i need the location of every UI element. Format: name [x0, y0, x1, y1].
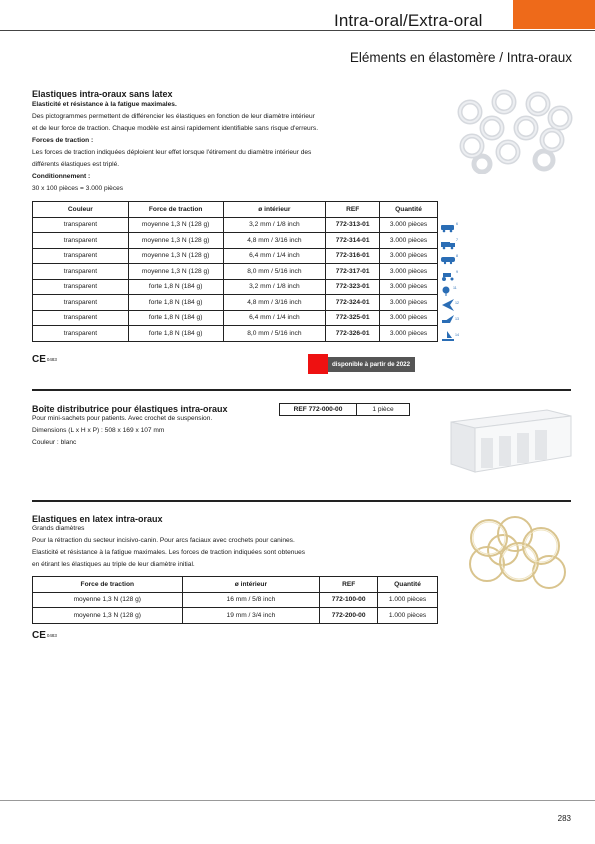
- table-cell: transparent: [33, 217, 129, 233]
- section1-line4: Forces de traction :: [32, 137, 94, 144]
- table-cell: 1.000 pièces: [378, 608, 438, 624]
- pictogram-number: 9: [456, 270, 458, 274]
- ce-mark: [32, 630, 57, 641]
- train-pictogram-icon: [441, 257, 455, 264]
- pictogram-number: 14: [455, 333, 459, 337]
- table-row: [33, 326, 438, 342]
- column-header: ø intérieur: [223, 202, 326, 218]
- section3-line3: Elasticité et résistance à la fatigue maximales. Les forces de traction indiquées sont obtenues: [32, 549, 306, 556]
- pictogram-number: 13: [455, 317, 459, 321]
- table-row: [33, 248, 438, 264]
- table-row: [33, 592, 438, 608]
- table-row: [33, 264, 438, 280]
- table-cell: 8,0 mm / 5/16 inch: [223, 326, 326, 342]
- rocket-pictogram-icon: [442, 315, 454, 323]
- table-row: [33, 233, 438, 249]
- table-cell: 19 mm / 3/4 inch: [182, 608, 320, 624]
- section2-line2: Dimensions (L x H x P) : 508 x 169 x 107 mm: [32, 427, 165, 434]
- table-cell: forte 1,8 N (184 g): [128, 279, 223, 295]
- section1-line8: 30 x 100 pièces = 3.000 pièces: [32, 185, 124, 192]
- plane-pictogram-icon: [442, 299, 454, 311]
- table-cell: transparent: [33, 279, 129, 295]
- table-cell: 4,8 mm / 3/16 inch: [223, 295, 326, 311]
- table-cell: 1.000 pièces: [378, 592, 438, 608]
- truck-pictogram-icon: [441, 242, 455, 249]
- orange-tab: [513, 0, 595, 29]
- column-header: Quantité: [378, 577, 438, 593]
- table-cell: moyenne 1,3 N (128 g): [128, 217, 223, 233]
- table-header-row: [33, 577, 438, 593]
- column-header: ø intérieur: [182, 577, 320, 593]
- table-cell: 3.000 pièces: [380, 279, 438, 295]
- table-cell: moyenne 1,3 N (128 g): [33, 608, 183, 624]
- ref-cell: REF 772-000-00: [280, 404, 357, 416]
- section1-line3: et de leur force de traction. Chaque modèle est ainsi rapidement identifiable sans risque d'erreurs.: [32, 125, 319, 132]
- table-cell: 16 mm / 5/8 inch: [182, 592, 320, 608]
- table-row: [33, 310, 438, 326]
- table-row: [33, 608, 438, 624]
- balloon-pictogram-icon: [443, 287, 450, 297]
- column-header: REF: [320, 577, 378, 593]
- section3-line2: Pour la rétraction du secteur incisivo-canin. Pour arcs faciaux avec crochets pour canines.: [32, 537, 295, 544]
- qty-cell: 1 pièce: [357, 404, 410, 416]
- section2-line3: Couleur : blanc: [32, 439, 77, 446]
- ce-mark-label: CE: [32, 354, 46, 365]
- pictogram-number: 8: [456, 254, 458, 258]
- section3-table: [32, 576, 438, 624]
- table-cell: 3.000 pièces: [380, 264, 438, 280]
- table-row: [33, 217, 438, 233]
- section1-description: [32, 99, 422, 195]
- availability-badge-marker: [308, 354, 328, 374]
- column-header: Couleur: [33, 202, 129, 218]
- section3-title: Elastiques en latex intra-oraux: [32, 514, 163, 524]
- table-cell: 772-314-01: [326, 233, 380, 249]
- section2-line1: Pour mini-sachets pour patients. Avec crochet de suspension.: [32, 415, 213, 422]
- table-cell: 772-325-01: [326, 310, 380, 326]
- ce-mark-label: CE: [32, 630, 46, 641]
- dispenser-box-image: [447, 402, 573, 474]
- availability-badge: disponible à partir de 2022: [308, 357, 415, 372]
- section1-title: Elastiques intra-oraux sans latex: [32, 89, 173, 99]
- table-cell: 3.000 pièces: [380, 248, 438, 264]
- table-cell: 772-326-01: [326, 326, 380, 342]
- table-cell: 772-317-01: [326, 264, 380, 280]
- section-divider: [32, 500, 571, 502]
- pictogram-number: 7: [456, 238, 458, 242]
- section1-line1: Elasticité et résistance à la fatigue maximales.: [32, 101, 177, 108]
- table-cell: 3.000 pièces: [380, 310, 438, 326]
- table-cell: 3.000 pièces: [380, 326, 438, 342]
- table-cell: 772-316-01: [326, 248, 380, 264]
- column-header: REF: [326, 202, 380, 218]
- ce-number: 0483: [46, 632, 57, 638]
- table-row: [33, 295, 438, 311]
- tractor-pictogram-icon: [442, 273, 454, 281]
- table-cell: 4,8 mm / 3/16 inch: [223, 233, 326, 249]
- table-cell: 772-200-00: [320, 608, 378, 624]
- table-cell: transparent: [33, 295, 129, 311]
- section-divider: [32, 389, 571, 391]
- table-row: [33, 279, 438, 295]
- table-cell: 772-313-01: [326, 217, 380, 233]
- table-header-row: [33, 202, 438, 218]
- section2-title: Boîte distributrice pour élastiques intra-oraux: [32, 404, 228, 414]
- table-cell: 3,2 mm / 1/8 inch: [223, 217, 326, 233]
- table-cell: moyenne 1,3 N (128 g): [128, 248, 223, 264]
- table-cell: transparent: [33, 248, 129, 264]
- column-header: Force de traction: [128, 202, 223, 218]
- pictogram-number: 11: [453, 286, 457, 290]
- table-cell: 772-323-01: [326, 279, 380, 295]
- elastics-product-image: [452, 88, 578, 174]
- column-header: Quantité: [380, 202, 438, 218]
- section3-description: [32, 523, 432, 571]
- table-cell: forte 1,8 N (184 g): [128, 310, 223, 326]
- table-cell: 3.000 pièces: [380, 295, 438, 311]
- table-cell: moyenne 1,3 N (128 g): [128, 233, 223, 249]
- table-cell: 772-100-00: [320, 592, 378, 608]
- sailboat-pictogram-icon: [442, 331, 454, 341]
- bus-pictogram-icon: [441, 225, 454, 232]
- table-cell: 8,0 mm / 5/16 inch: [223, 264, 326, 280]
- table-cell: moyenne 1,3 N (128 g): [33, 592, 183, 608]
- pictogram-column: [440, 219, 462, 347]
- section2-description: [32, 413, 332, 449]
- page-header-title: Intra-oral/Extra-oral: [334, 11, 483, 30]
- pictogram-number: 12: [455, 301, 459, 305]
- table-cell: 3,2 mm / 1/8 inch: [223, 279, 326, 295]
- section3-line4: en étirant les élastiques au triple de leur diamètre initial.: [32, 561, 195, 568]
- latex-elastics-image: [457, 512, 575, 596]
- table-cell: forte 1,8 N (184 g): [128, 326, 223, 342]
- table-cell: 3.000 pièces: [380, 217, 438, 233]
- section1-line2: Des pictogrammes permettent de différencier les élastiques en fonction de leur diamètre intérieur: [32, 113, 315, 120]
- table-cell: transparent: [33, 233, 129, 249]
- ce-number: 0483: [46, 356, 57, 362]
- table-cell: 6,4 mm / 1/4 inch: [223, 248, 326, 264]
- table-cell: forte 1,8 N (184 g): [128, 295, 223, 311]
- section1-line6: différents élastiques est triplé.: [32, 161, 120, 168]
- column-header: Force de traction: [33, 577, 183, 593]
- table-cell: transparent: [33, 264, 129, 280]
- footer-divider: [0, 800, 595, 801]
- table-cell: moyenne 1,3 N (128 g): [128, 264, 223, 280]
- table-cell: transparent: [33, 326, 129, 342]
- table-cell: 6,4 mm / 1/4 inch: [223, 310, 326, 326]
- section1-table: [32, 201, 438, 342]
- section1-line5: Les forces de traction indiquées déploient leur effet lorsque l'étirement du diamètre intérieur des: [32, 149, 312, 156]
- table-cell: 772-324-01: [326, 295, 380, 311]
- header-divider: [0, 30, 595, 31]
- page-subtitle: Eléments en élastomère / Intra-oraux: [349, 50, 572, 65]
- ce-mark: [32, 354, 57, 365]
- table-cell: 3.000 pièces: [380, 233, 438, 249]
- page-number: 283: [557, 814, 571, 823]
- table-cell: transparent: [33, 310, 129, 326]
- section1-line7: Conditionnement :: [32, 173, 91, 180]
- pictogram-number: 6: [456, 222, 458, 226]
- section3-line1: Grands diamètres: [32, 525, 85, 532]
